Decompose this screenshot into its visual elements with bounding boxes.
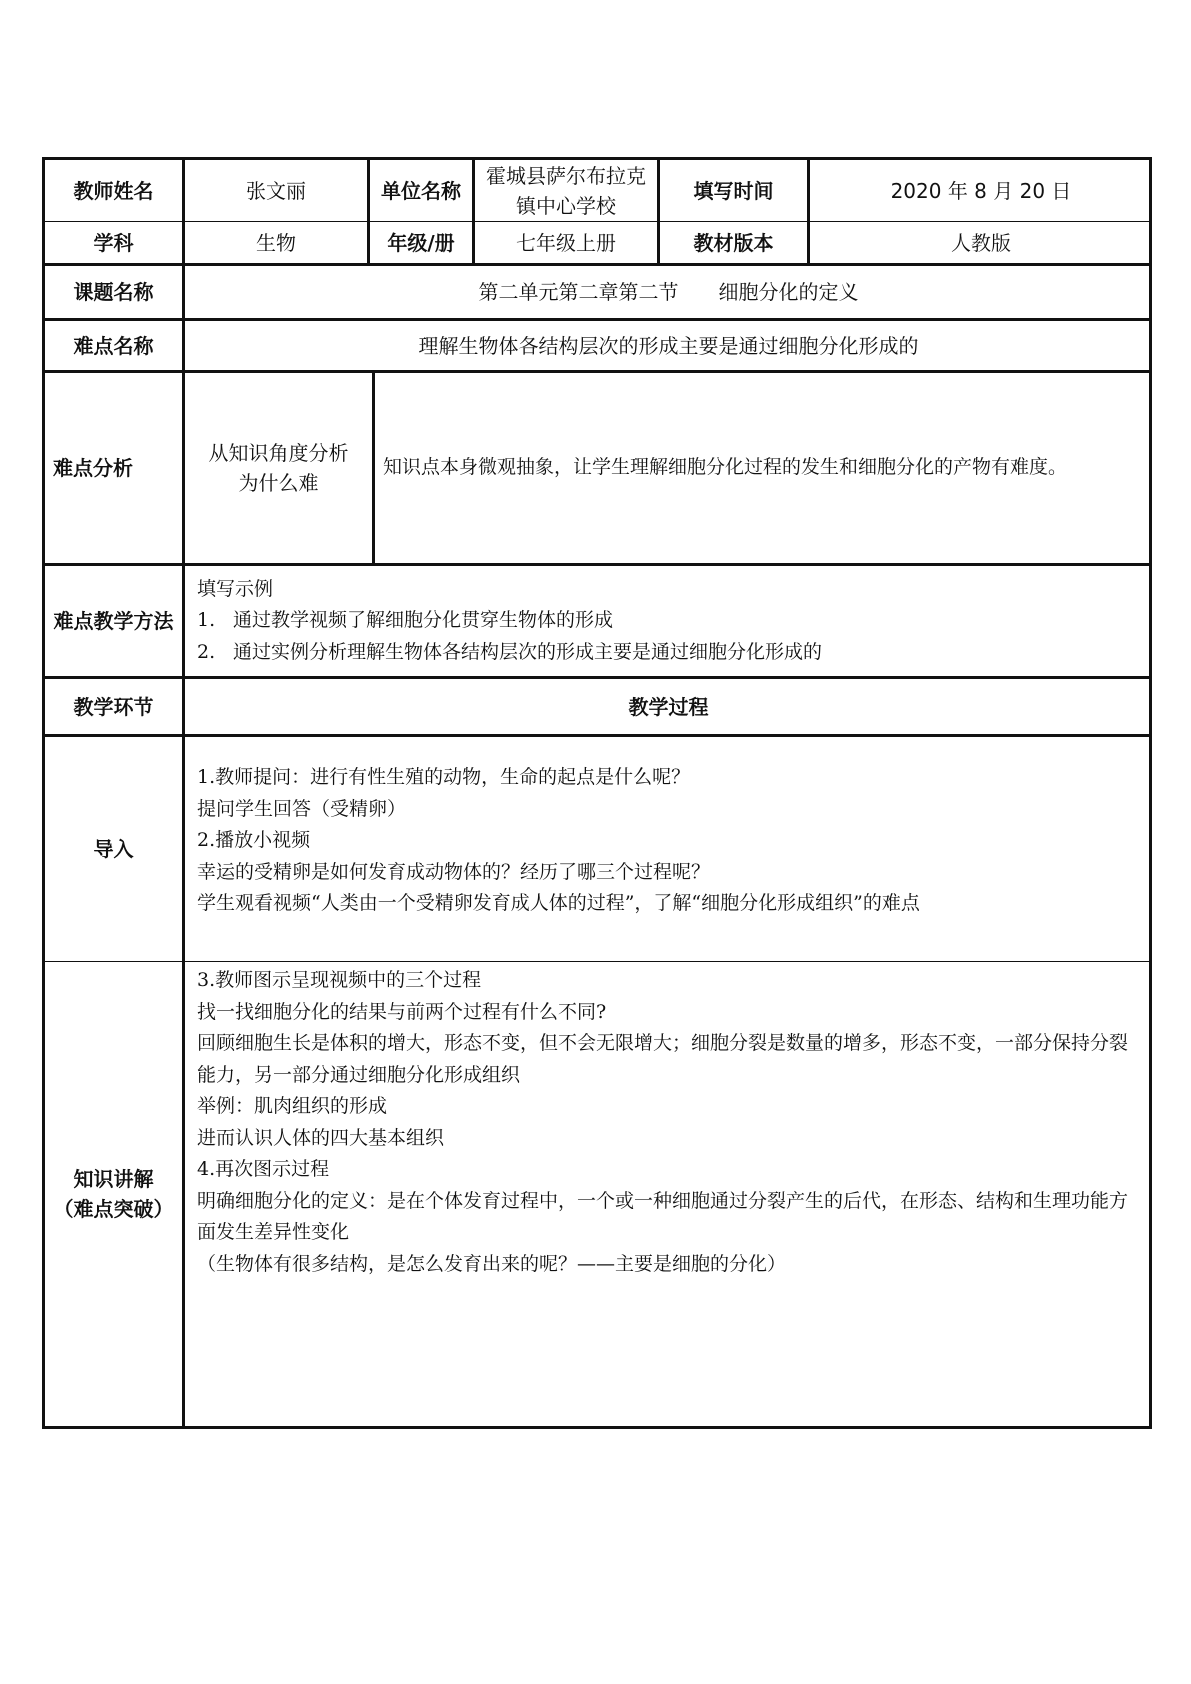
method-item-text: 通过实例分析理解生物体各结构层次的形成主要是通过细胞分化形成的: [233, 640, 823, 663]
knowledge-stage-label: [45, 962, 185, 1426]
topic-value: 第二单元第二章第二节 细胞分化的定义: [185, 266, 1152, 321]
difficulty-name-value: 理解生物体各结构层次的形成主要是通过细胞分化形成的: [185, 321, 1152, 373]
teaching-method-block: [185, 574, 1152, 669]
intro-stage-label: 导入: [45, 737, 185, 962]
teaching-method-content: [185, 566, 1152, 679]
knowledge-line: 进而认识人体的四大基本组织: [197, 1126, 445, 1149]
method-item-text: 通过教学视频了解细胞分化贯穿生物体的形成: [233, 609, 614, 632]
method-intro: 填写示例: [197, 577, 274, 600]
intro-line: 学生观看视频“人类由一个受精卵发育成人体的过程”，了解“细胞分化形成组织”的难点: [197, 892, 920, 914]
intro-line: 1.教师提问：进行有性生殖的动物，生命的起点是什么呢？: [197, 766, 691, 788]
method-item-number: 2.: [197, 640, 216, 663]
edition-label: 教材版本: [660, 222, 810, 266]
knowledge-line: 4.再次图示过程: [197, 1158, 330, 1180]
subject-value: 生物: [185, 222, 370, 266]
intro-stage-content: [185, 737, 1152, 962]
analysis-paragraph: 知识点本身微观抽象，让学生理解细胞分化过程的发生和细胞分化的产物有难度。: [383, 456, 1068, 479]
teaching-stage-header: 教学环节: [45, 679, 185, 737]
knowledge-line: 找一找细胞分化的结果与前两个过程有什么不同?: [197, 1000, 607, 1023]
intro-line: 幸运的受精卵是如何发育成动物体的？经历了哪三个过程呢？: [197, 860, 711, 883]
teacher-name-label: 教师姓名: [45, 160, 185, 222]
unit-name-value: 霍城县萨尔布拉克镇中心学校: [475, 160, 660, 222]
teaching-process-header: 教学过程: [185, 679, 1152, 737]
fill-time-label: 填写时间: [660, 160, 810, 222]
subject-label: 学科: [45, 222, 185, 266]
knowledge-stage-label-line2: （难点突破）: [53, 1197, 174, 1221]
teacher-name-value: 张文丽: [185, 160, 370, 222]
edition-value: 人教版: [810, 222, 1152, 266]
knowledge-line: 明确细胞分化的定义：是在个体发育过程中，一个或一种细胞通过分裂产生的后代，在形态、结构和生理功能方面发生差异性变化: [197, 1189, 1129, 1243]
difficulty-analysis-text: [375, 373, 1152, 566]
difficulty-analysis-label: 难点分析: [45, 373, 185, 566]
intro-stage-block: [185, 762, 1152, 920]
grade-value: 七年级上册: [475, 222, 660, 266]
knowledge-line: （生物体有很多结构，是怎么发育出来的呢？——主要是细胞的分化）: [197, 1252, 787, 1275]
intro-line: 2.播放小视频: [197, 829, 311, 851]
method-item: [197, 605, 1144, 637]
method-item-number: 1.: [197, 609, 216, 632]
method-item: [197, 637, 1144, 669]
grade-label: 年级/册: [370, 222, 475, 266]
knowledge-stage-label-line1: 知识讲解: [73, 1167, 154, 1191]
topic-label: 课题名称: [45, 266, 185, 321]
knowledge-line: 回顾细胞生长是体积的增大，形态不变，但不会无限增大；细胞分裂是数量的增多，形态不变，一部分保持分裂能力，另一部分通过细胞分化形成组织: [197, 1032, 1129, 1086]
intro-line: 提问学生回答（受精卵）: [197, 797, 407, 820]
teaching-method-label: 难点教学方法: [45, 566, 185, 679]
knowledge-stage-block: [185, 965, 1152, 1280]
knowledge-stage-content: [185, 962, 1152, 1426]
unit-name-label: 单位名称: [370, 160, 475, 222]
fill-time-value: 2020 年 8 月 20 日: [810, 160, 1152, 222]
difficulty-name-label: 难点名称: [45, 321, 185, 373]
lesson-plan-table: [42, 157, 1152, 1429]
knowledge-line: 3.教师图示呈现视频中的三个过程: [197, 969, 482, 991]
knowledge-angle-label: 从知识角度分析为什么难: [185, 373, 375, 566]
knowledge-line: 举例：肌肉组织的形成: [197, 1095, 388, 1117]
